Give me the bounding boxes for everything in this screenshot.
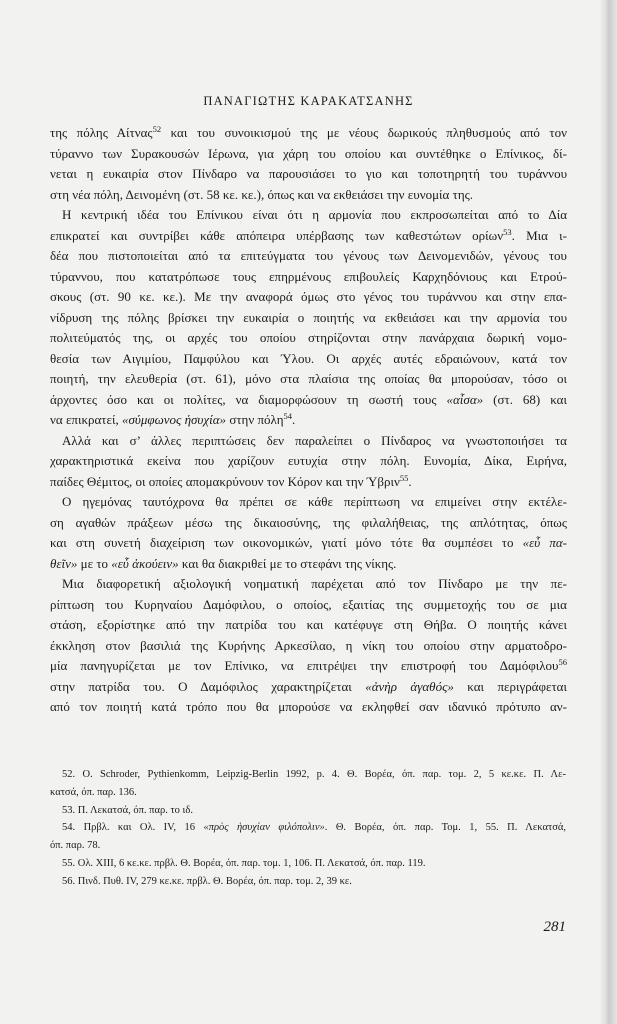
greek-quotation: «αἶσα»	[446, 391, 484, 407]
text-line	[50, 246, 567, 267]
footnote-line	[50, 837, 566, 855]
footnote-reference: 54	[283, 411, 293, 421]
text-run: στάση, εξορίστηκε από την πατρίδα του και κατέφυγε στη Θήβα. Ο ποιητής κάνει	[50, 617, 567, 632]
text-run: της πόλης Αίτνας	[50, 125, 153, 140]
text-run: ποιητή, την ελευθερία (στ. 61), μόνο στα πλαίσια της οποίας θα μπορούσαν, τόσο οι	[50, 371, 567, 386]
footnote-reference: 55	[399, 472, 409, 483]
text-run: Μια διαφορετική αξιολογική νοηματική παρέχεται από τον Πίνδαρο με την πε-	[62, 576, 567, 591]
paragraph	[50, 431, 567, 493]
text-run: τύραννου, που κατατρόπωσε τους επηρμένους επιβουλείς Καρχηδόνιους και Ετρού-	[50, 268, 567, 284]
text-run: σκους (στ. 90 κε. κε.). Με την αναφορά όμως στο γένος του τυράννου και στην επα-	[50, 289, 567, 304]
text-run: . Μια ι-	[511, 227, 568, 243]
greek-quotation: «ἀνὴρ ἀγαθός»	[365, 678, 454, 694]
text-line	[50, 677, 567, 698]
paragraph	[50, 574, 567, 718]
footnote-line	[50, 855, 566, 873]
text-line	[50, 164, 567, 185]
scan-edge-shadow	[599, 0, 617, 1024]
text-run: .	[292, 412, 296, 427]
text-run: . Θ. Βορέα, όπ. παρ. Τομ. 1, 55. Π. Λεκατσά,	[324, 822, 566, 834]
text-line	[50, 472, 567, 493]
text-line	[50, 431, 567, 452]
greek-quotation: «εὖ ἀκούειν»	[111, 555, 179, 571]
text-line	[50, 226, 567, 247]
text-line	[50, 390, 567, 411]
text-run: στην πόλη	[226, 412, 284, 427]
footnote	[50, 855, 566, 873]
text-line	[50, 513, 567, 534]
text-run: επικρατεί και συντρίβει κάθε απόπειρα υπέρβασης των καθεστώτων ορίων	[50, 227, 504, 243]
text-line	[50, 636, 567, 657]
text-run: και περιγράφεται	[453, 678, 567, 694]
text-run: .	[408, 473, 412, 489]
footnote	[50, 819, 566, 855]
footnote	[50, 766, 566, 802]
paragraph	[50, 123, 567, 205]
text-run: και στη συνετή διαχείριση των οικονομικών, γιατί μόνο τότε θα συμπέσει το	[50, 535, 523, 550]
text-run: και θα διακριθεί με το στεφάνι της νίκης.	[178, 555, 397, 571]
text-line	[50, 554, 567, 575]
text-run: πολιτεύματός της, οι αρχές του οποίου στηρίζονται στην πανάρχαια δωρική νομο-	[50, 330, 567, 345]
text-run: κατσά, όπ. παρ. 136.	[50, 786, 137, 798]
text-line	[50, 287, 567, 308]
text-run: Ο ηγεμόνας ταυτόχρονα θα πρέπει σε κάθε περίπτωση να επιμείνει στην εκτέλε-	[62, 494, 567, 509]
footnotes	[50, 766, 566, 891]
text-run: με το	[77, 555, 112, 571]
text-run: ρίπτωση του Κυρηναίου Δαμόφιλου, ο οποίος, εξαιτίας της συμμετοχής του σε μια	[50, 596, 567, 612]
text-line	[50, 205, 567, 226]
running-header: ΠΑΝΑΓΙΩΤΗΣ ΚΑΡΑΚΑΤΣΑΝΗΣ	[203, 94, 414, 108]
text-run: τύραννο των Συρακουσών Ιέρωνα, για χάρη του οποίου και συντέθηκε ο Επίνικος, δί-	[50, 145, 567, 161]
text-line	[50, 328, 567, 349]
footnote-reference: 52	[152, 124, 162, 134]
text-line	[50, 267, 567, 288]
footnote	[50, 802, 566, 820]
greek-quotation: θεῖν»	[50, 555, 78, 571]
text-line	[50, 574, 567, 595]
page-number: 281	[543, 919, 566, 935]
text-line	[50, 410, 567, 431]
text-run: χαρακτηριστικά εκείνα που χαρίζουν ευτυχία στην πόλη. Ευνομία, Δίκα, Ειρήνα,	[50, 453, 567, 468]
text-line	[50, 451, 567, 472]
body-text	[50, 123, 567, 718]
text-run: 52. O. Schroder, Pythienkomm, Leipzig-Berlin 1992, p. 4. Θ. Βορέα, όπ. παρ. τομ. 2, 5 κε.κε. Π. Λε-	[62, 769, 566, 780]
text-line	[50, 595, 567, 616]
footnote-line	[50, 819, 566, 837]
text-run: έκκληση στον βασιλιά της Κυρήνης Αρκεσίλαο, η νίκη του οποίου στην αρματοδρο-	[50, 637, 567, 653]
footnote-line	[50, 784, 566, 802]
text-run: από τον ποιητή κατά τρόπο που θα μπορούσε να εκληφθεί σαν ιδανικό πρότυπο αν-	[50, 699, 567, 714]
text-run: ση αγαθών πράξεων μέσω της δικαιοσύνης, της φιλαλήθειας, της απλότητας, όπως	[50, 514, 567, 530]
text-line	[50, 656, 567, 677]
text-run: θεσία των Αιγιμίου, Παμφύλου και Ύλου. Οι αρχές αυτές εδραιώνουν, κατά τον	[50, 350, 567, 366]
text-run: Η κεντρική ιδέα του Επίνικου είναι ότι η αρμονία που εκπροσωπείται από το Δία	[62, 207, 567, 222]
footnote-line	[50, 766, 566, 784]
text-line	[50, 492, 567, 513]
footnote-reference: 56	[558, 657, 567, 667]
text-run: παίδες Θέμιτος, οι οποίες απομακρύνουν τον Κόρον και την Ύβριν	[50, 473, 400, 489]
footnote-reference: 53	[503, 226, 512, 237]
text-run: μία πανηγυρίζεται με τον Επίνικο, να επιτρέψει την επιστροφή του Δαμόφιλου	[50, 658, 559, 673]
text-line	[50, 533, 567, 554]
text-run: άρχοντες όσο και οι πολίτες, να διαμορφώσουν τη σωστή τους	[50, 391, 447, 407]
text-run: στην πατρίδα του. Ο Δαμόφιλος χαρακτηρίζεται	[50, 678, 366, 694]
text-run: (στ. 68) και	[483, 391, 567, 407]
text-run: 54. Πρβλ. και Ολ. IV, 16	[62, 822, 204, 834]
text-line	[50, 349, 567, 370]
text-run: όπ. παρ. 78.	[50, 840, 101, 852]
text-line	[50, 369, 567, 390]
text-run: νίδρυση της πόλης βρίσκει την ευκαιρία ο ποιητής να εκθειάσει και την αρμονία του	[50, 309, 567, 325]
text-run: 55. Ολ. XIII, 6 κε.κε. πρβλ. Θ. Βορέα, όπ. παρ. τομ. 1, 106. Π. Λεκατσά, όπ. παρ. 119.	[62, 857, 426, 869]
text-run: και του συνοικισμού της με νέους δωρικούς πληθυσμούς από τον	[161, 125, 567, 140]
text-line	[50, 697, 567, 718]
paragraph	[50, 492, 567, 574]
text-run: 56. Πινδ. Πυθ. IV, 279 κε.κε. πρβλ. Θ. Βορέα, όπ. παρ. τομ. 2, 39 κε.	[62, 875, 352, 887]
text-line	[50, 185, 567, 206]
text-run: δέα που πιστοποιείται από τα επιτεύγματα του γένους των Δεινομενιδών, γένους του	[50, 248, 567, 263]
footnote-line	[50, 873, 566, 891]
text-line	[50, 144, 567, 165]
greek-quotation: «σύμφωνος ἡσυχία»	[122, 412, 227, 427]
text-line	[50, 615, 567, 636]
text-run: στη νέα πόλη, Δεινομένη (στ. 58 κε. κε.), όπως και να εκθειάσει την ευνομία της.	[50, 186, 474, 202]
footnote-line	[50, 802, 566, 820]
text-run: Αλλά και σ’ άλλες περιπτώσεις δεν παραλείπει ο Πίνδαρος να γνωστοποιήσει τα	[62, 432, 567, 448]
text-run: να επικρατεί,	[50, 412, 122, 427]
text-line	[50, 123, 567, 144]
footnote	[50, 873, 566, 891]
paragraph	[50, 205, 567, 431]
greek-quotation: «εὖ πα-	[522, 535, 567, 550]
greek-quotation: «πρὸς ἡσυχίαν φιλόπολιν»	[203, 822, 325, 834]
text-line	[50, 308, 567, 329]
text-run: νεται η ευκαιρία στον Πίνδαρο να παρουσιάσει το γιο και τοποτηρητή του τυράννου	[50, 166, 567, 181]
text-run: 53. Π. Λεκατσά, όπ. παρ. το ιδ.	[62, 804, 193, 816]
